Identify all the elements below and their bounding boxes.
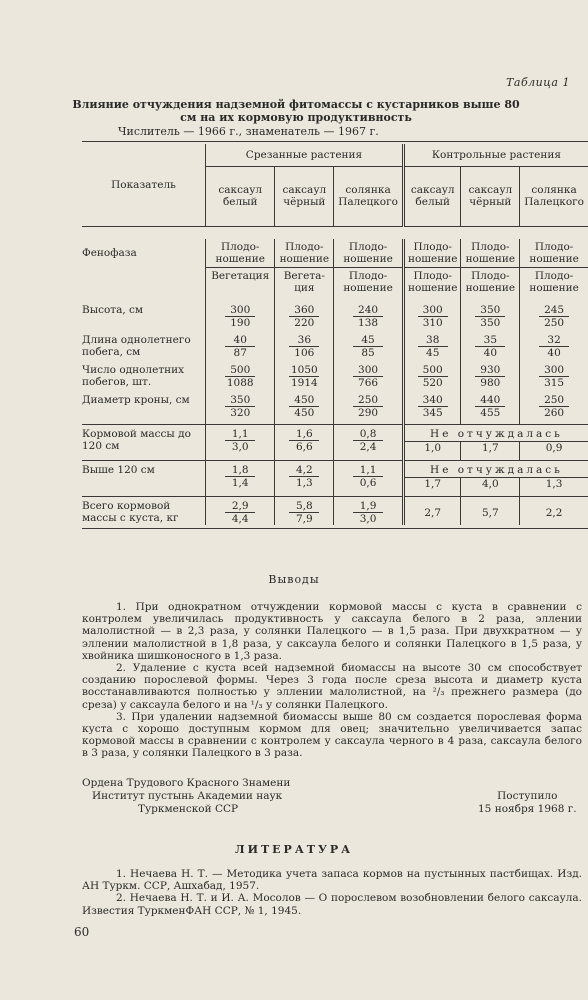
cell-denominator: 320 [230,406,251,419]
cell-denominator: 520 [422,376,443,389]
row-label: Длина однолетнего побега, см [82,333,191,358]
cell-denominator: 345 [422,406,443,419]
cell-numerator: 5,8 [289,500,319,513]
column-header: саксаул белый [206,166,275,226]
conclusions-title: Выводы [268,573,320,586]
table-row [82,394,588,419]
not-harvested-label: Не отчуждалась [403,428,588,441]
cell-denominator: 980 [480,376,501,389]
phenophase-bottom: Вегета-ция [275,267,334,296]
table-row [82,304,588,329]
cell-value: 2,7 [403,500,461,525]
cell-numerator: 450 [289,394,319,407]
received-date: 15 ноября 1968 г. [478,803,577,815]
table-note: Числитель — 1966 г., знаменатель — 1967 г. [118,125,379,138]
cell-denominator: 290 [358,406,379,419]
not-harvested-label: Не отчуждалась [403,464,588,477]
cell-numerator: 360 [289,304,319,317]
row-label: Высота, см [82,303,144,316]
cell-denominator: 310 [422,316,443,329]
cell-numerator: 250 [353,394,383,407]
row-label: Выше 120 см [82,464,155,476]
header-indicator: Показатель [111,178,176,191]
phenophase-top: Плодо-ношение [275,239,334,268]
cell-value: 1,7 [461,441,520,454]
cell-numerator: 40 [225,334,255,347]
cell-denominator: 40 [483,346,498,359]
org-line: Институт пустынь Академии наук [92,790,283,802]
cell-denominator: 260 [544,406,565,419]
literature-item: 1. Нечаева Н. Т. — Методика учета запаса кормов на пустынных пастбищах. Изд. АН Туркм. ССР, Ашхабад, 1957. [82,868,582,893]
cell-denominator: 138 [358,316,379,329]
phenophase-bottom: Плодо-ношение [403,267,461,296]
cell-numerator: 1,8 [225,464,255,477]
cell-numerator: 1050 [290,363,318,376]
cell-value: 1,7 [403,477,461,490]
cell-denominator: 2,4 [334,441,404,454]
cell-numerator: 36 [289,334,319,347]
header-group-control: Контрольные растения [403,144,588,166]
cell-numerator: 300 [353,364,383,377]
row-label: Диаметр кроны, см [82,393,190,406]
cell-numerator: 2,9 [225,500,255,513]
cell-denominator: 7,9 [295,513,313,525]
cell-numerator: 32 [539,334,569,347]
cell-numerator: 1,6 [289,428,319,441]
phenophase-top: Плодо-ношение [403,239,461,268]
cell-denominator: 106 [294,346,315,359]
cell-numerator: 1,1 [353,464,383,477]
cell-denominator: 3,0 [359,513,377,525]
cell-numerator: 300 [225,304,255,317]
cell-denominator: 190 [230,316,251,329]
row-label: Всего кормовой массы с куста, кг [82,500,179,524]
cell-numerator: 38 [418,334,448,347]
cell-denominator: 455 [480,406,501,419]
cell-numerator: 1,1 [225,428,255,441]
received-label: Поступило [497,790,558,802]
cell-denominator: 1,4 [206,477,275,490]
row-label: Число однолетних побегов, шт. [82,363,185,388]
cell-numerator: 340 [418,394,448,407]
column-header: солянка Палецкого [334,166,404,226]
cell-denominator: 4,4 [231,513,249,525]
table-row [82,364,588,389]
literature-title: ЛИТЕРАТУРА [234,843,354,856]
header-group-cut: Срезанные растения [206,144,404,166]
cell-numerator: 245 [539,304,569,317]
column-header: саксаул чёрный [275,166,334,226]
organization [82,777,290,816]
cell-denominator: 1088 [226,376,254,389]
cell-numerator: 45 [353,334,383,347]
conclusions-text [82,601,582,760]
row-label: Кормовой массы до 120 см [82,428,191,452]
cell-denominator: 6,6 [275,441,334,454]
cell-value: 5,7 [461,500,520,525]
cell-denominator: 766 [358,376,379,389]
page-number: 60 [74,925,90,939]
table-label: Таблица 1 [506,76,570,89]
cell-denominator: 250 [544,316,565,329]
cell-numerator: 350 [225,394,255,407]
cell-denominator: 3,0 [206,441,275,454]
cell-numerator: 35 [475,334,505,347]
cell-denominator: 0,6 [334,477,404,490]
column-header: солянка Палецкого [520,166,588,226]
cell-numerator: 350 [475,304,505,317]
literature-item: 2. Нечаева Н. Т. и И. А. Мосолов — О порослевом возобновлении белого саксаула. Известия ТуркменФАН ССР, № 1, 1945. [82,892,582,917]
conclusion-paragraph: 1. При однократном отчуждении кормовой массы с куста в сравнении с контролем увеличилась продуктивность у саксаула белого в 2 раза, эллении малолистной — в 2,3 раза, у солянки Палецкого — в 1,5 раза. При двухкратном — у эллении малолистной в 1,8 раза, у саксаула белого и солянки Палецкого в 1,5 раза, у хвойника шишконосного в 1,3 раза. [82,601,582,662]
cell-numerator: 1,9 [353,500,383,513]
cell-value: 0,9 [520,441,588,454]
phenophase-bottom: Вегетация [206,267,275,296]
phenophase-top: Плодо-ношение [334,239,404,268]
phenophase-top: Плодо-ношение [206,239,275,268]
cell-numerator: 300 [539,364,569,377]
received [478,790,577,816]
phenophase-bottom: Плодо-ношение [520,267,588,296]
cell-numerator: 4,2 [289,464,319,477]
cell-denominator: 1,3 [275,477,334,490]
phenophase-bottom: Плодо-ношение [334,267,404,296]
phenophase-bottom: Плодо-ношение [461,267,520,296]
cell-numerator: 250 [539,394,569,407]
table-row [82,500,588,525]
cell-denominator: 85 [361,346,375,359]
phenophase-label: Фенофаза [82,246,137,259]
cell-numerator: 500 [225,364,255,377]
cell-value: 2,2 [520,500,588,525]
cell-denominator: 315 [544,376,565,389]
table-row [82,428,588,441]
cell-denominator: 40 [547,346,561,359]
conclusion-paragraph: 3. При удалении надземной биомассы выше 80 см создается порослевая форма куста с хорошо доступным кормом для овец; значительно увеличивается запас кормовой массы в сравнении с контролем у саксаула черного в 4 раза, саксаула белого в 3 раза, у солянки Палецкого в 3 раза. [82,710,582,760]
cell-denominator: 220 [294,316,315,329]
cell-numerator: 300 [418,304,448,317]
table-row [82,464,588,477]
table-row [82,334,588,359]
cell-denominator: 350 [480,316,501,329]
org-line: Ордена Трудового Красного Знамени [82,777,291,789]
cell-numerator: 0,8 [353,428,383,441]
data-table [82,141,588,529]
cell-value: 1,0 [403,441,461,454]
cell-denominator: 45 [426,346,440,359]
literature-list [82,868,582,917]
phenophase-top: Плодо-ношение [520,239,588,268]
phenophase-top: Плодо-ношение [461,239,520,268]
table-title: Влияние отчуждения надземной фитомассы с кустарников выше 80 см на их кормовую продуктивность [72,98,520,124]
cell-value: 1,3 [520,477,588,490]
cell-value: 4,0 [461,477,520,490]
org-line: Туркменской ССР [138,803,239,815]
column-header: саксаул белый [403,166,461,226]
cell-numerator: 500 [418,364,448,377]
cell-denominator: 1914 [290,376,318,389]
conclusion-paragraph: 2. Удаление с куста всей надземной биомассы на высоте 30 см способствует созданию порослевой формы. Через 3 года после среза высота и диаметр куста восстанавливаются полностью у эллении малолистной, на ²/₃ прежнего размера (до среза) у саксаула белого и на ¹/₃ у солянки Палецкого. [82,662,582,711]
column-header: саксаул чёрный [461,166,520,226]
cell-denominator: 87 [233,346,247,359]
cell-numerator: 930 [475,364,505,377]
cell-denominator: 450 [294,406,315,419]
cell-numerator: 240 [353,304,383,317]
cell-numerator: 440 [475,394,505,407]
